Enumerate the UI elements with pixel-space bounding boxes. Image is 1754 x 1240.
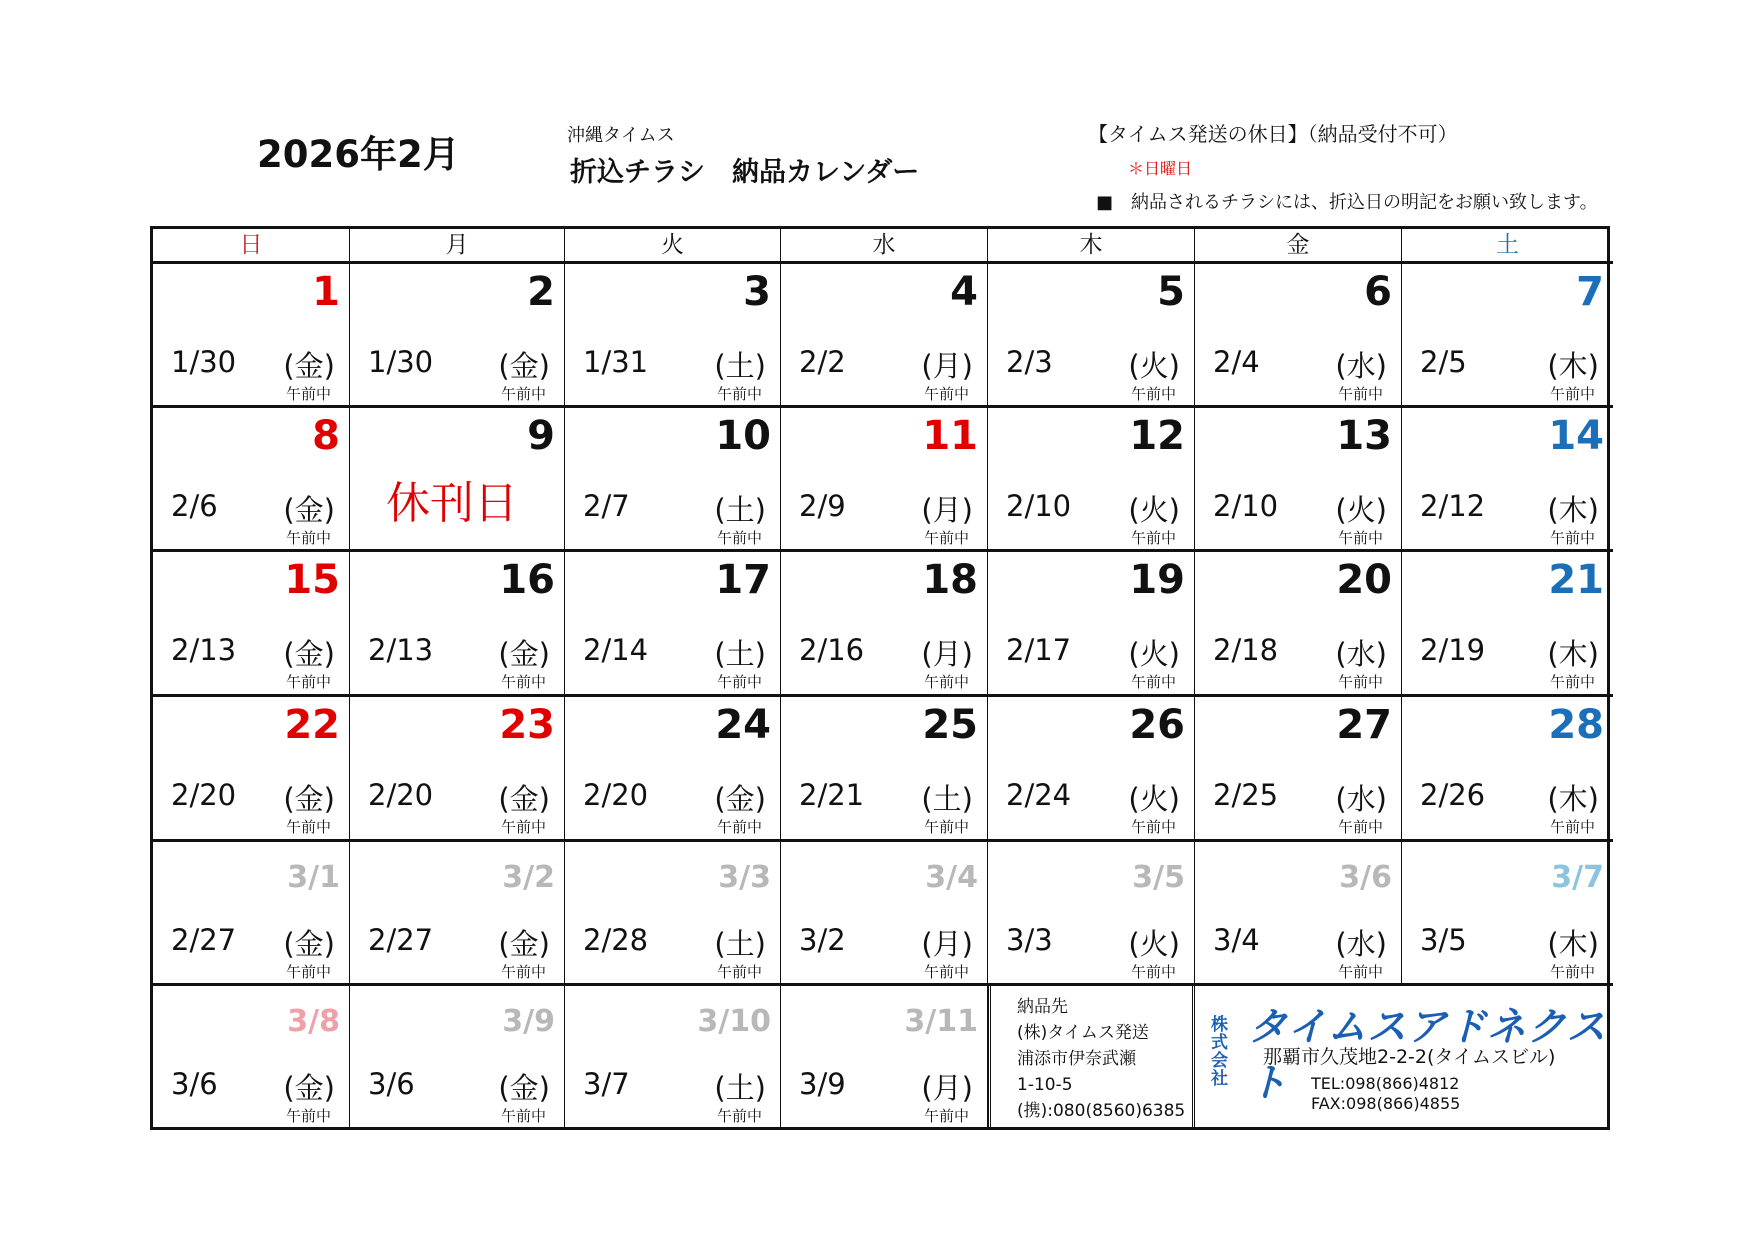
- delivery-weekday: (木): [1547, 927, 1599, 961]
- delivery-date: 2/3: [1006, 345, 1053, 379]
- day-number: 3/6: [1339, 860, 1392, 895]
- calendar-day-cell: [1195, 552, 1402, 697]
- delivery-weekday: (木): [1547, 782, 1599, 816]
- delivery-weekday: (月): [921, 493, 973, 527]
- delivery-date: 2/13: [171, 633, 237, 667]
- delivery-name: (株)タイムス発送: [1017, 1023, 1149, 1043]
- delivery-weekday: (金): [498, 349, 550, 383]
- delivery-mobile: (携):080(8560)6385: [1017, 1101, 1186, 1121]
- delivery-time-label: 午前中: [716, 385, 762, 403]
- month-title: 2026年2月: [257, 133, 460, 176]
- delivery-address2: 1-10-5: [1017, 1075, 1073, 1095]
- delivery-weekday: (月): [921, 349, 973, 383]
- delivery-time-label: 午前中: [285, 673, 331, 691]
- delivery-date: 2/6: [171, 489, 218, 523]
- delivery-time-label: 午前中: [923, 818, 969, 836]
- delivery-weekday: (月): [921, 927, 973, 961]
- day-number: 3/11: [904, 1004, 978, 1039]
- calendar-day-cell: [988, 697, 1195, 842]
- delivery-weekday: (月): [921, 1071, 973, 1105]
- day-number: 3/8: [287, 1004, 340, 1039]
- delivery-date: 2/4: [1213, 345, 1260, 379]
- delivery-weekday: (金): [283, 1071, 335, 1105]
- delivery-weekday: (土): [714, 493, 766, 527]
- newspaper-name: 沖縄タイムス: [567, 125, 675, 146]
- delivery-time-label: 午前中: [1337, 673, 1383, 691]
- day-number: 3/4: [925, 860, 978, 895]
- delivery-time-label: 午前中: [1337, 529, 1383, 547]
- day-number: 17: [715, 557, 771, 603]
- delivery-time-label: 午前中: [500, 385, 546, 403]
- calendar-day-cell: [1402, 264, 1613, 408]
- delivery-time-label: 午前中: [1549, 385, 1595, 403]
- closed-sunday-note: ＊日曜日: [1128, 159, 1193, 178]
- delivery-weekday: (金): [283, 349, 335, 383]
- day-number: 22: [284, 702, 340, 748]
- delivery-time-label: 午前中: [1130, 673, 1176, 691]
- day-number: 9: [527, 413, 555, 459]
- calendar-day-cell: [153, 552, 350, 697]
- calendar-day-cell: [781, 264, 988, 408]
- day-number: 28: [1548, 702, 1604, 748]
- delivery-date: 2/5: [1420, 345, 1467, 379]
- delivery-weekday: (木): [1547, 493, 1599, 527]
- fax-number: FAX:098(866)4855: [1311, 1094, 1461, 1113]
- delivery-time-label: 午前中: [716, 529, 762, 547]
- calendar-day-cell: [350, 264, 565, 408]
- day-number: 3: [743, 269, 771, 315]
- delivery-weekday: (火): [1128, 349, 1180, 383]
- day-number: 14: [1548, 413, 1604, 459]
- calendar-day-cell: [565, 408, 781, 552]
- day-number: 3/5: [1132, 860, 1185, 895]
- no-issue-day-label: 休刊日: [386, 478, 518, 529]
- closed-days-heading: 【タイムス発送の休日】（納品受付不可）: [1088, 122, 1458, 146]
- delivery-time-label: 午前中: [285, 385, 331, 403]
- delivery-date: 2/25: [1213, 778, 1279, 812]
- day-number: 4: [950, 269, 978, 315]
- day-number: 23: [499, 702, 555, 748]
- calendar-day-cell: [1195, 408, 1402, 552]
- logo-prefix-1: 株式: [1211, 1015, 1228, 1053]
- delivery-weekday: (土): [714, 1071, 766, 1105]
- delivery-weekday: (土): [714, 927, 766, 961]
- weekday-header: 月: [350, 229, 565, 264]
- calendar-day-cell: [781, 697, 988, 842]
- calendar-day-cell: [988, 842, 1195, 986]
- delivery-date: 2/7: [583, 489, 630, 523]
- day-number: 13: [1336, 413, 1392, 459]
- delivery-time-label: 午前中: [716, 1107, 762, 1125]
- day-number: 18: [922, 557, 978, 603]
- day-number: 10: [715, 413, 771, 459]
- delivery-weekday: (金): [283, 493, 335, 527]
- company-info: [1195, 986, 1613, 1130]
- delivery-weekday: (水): [1335, 637, 1387, 671]
- calendar-day-cell: [350, 552, 565, 697]
- delivery-weekday: (火): [1335, 493, 1387, 527]
- delivery-weekday: (木): [1547, 637, 1599, 671]
- delivery-date: 2/20: [171, 778, 237, 812]
- delivery-date: 2/10: [1213, 489, 1279, 523]
- calendar-day-cell: [153, 697, 350, 842]
- calendar-day-cell: [1402, 697, 1613, 842]
- day-number: 20: [1336, 557, 1392, 603]
- weekday-header: 水: [781, 229, 988, 264]
- delivery-date: 2/18: [1213, 633, 1279, 667]
- weekday-header: 日: [153, 229, 350, 264]
- calendar-day-cell: [781, 552, 988, 697]
- day-number: 3/3: [718, 860, 771, 895]
- delivery-weekday: (金): [283, 927, 335, 961]
- day-number: 3/9: [502, 1004, 555, 1039]
- delivery-date: 2/9: [799, 489, 846, 523]
- delivery-date: 2/24: [1006, 778, 1072, 812]
- weekday-header: 土: [1402, 229, 1613, 264]
- delivery-time-label: 午前中: [1130, 963, 1176, 981]
- delivery-time-label: 午前中: [500, 818, 546, 836]
- delivery-weekday: (金): [283, 637, 335, 671]
- delivery-time-label: 午前中: [285, 1107, 331, 1125]
- day-number: 21: [1548, 557, 1604, 603]
- delivery-weekday: (火): [1128, 493, 1180, 527]
- calendar-day-cell: [565, 697, 781, 842]
- delivery-weekday: (金): [283, 782, 335, 816]
- tel-number: TEL:098(866)4812: [1311, 1074, 1460, 1093]
- delivery-time-label: 午前中: [923, 529, 969, 547]
- delivery-weekday: (金): [714, 782, 766, 816]
- delivery-date: 3/2: [799, 923, 846, 957]
- delivery-time-label: 午前中: [1130, 818, 1176, 836]
- delivery-weekday: (金): [498, 1071, 550, 1105]
- delivery-date: 2/27: [368, 923, 434, 957]
- calendar-day-cell: [781, 842, 988, 986]
- delivery-weekday: (火): [1128, 782, 1180, 816]
- day-number: 3/2: [502, 860, 555, 895]
- delivery-time-label: 午前中: [923, 385, 969, 403]
- delivery-date: 3/6: [368, 1067, 415, 1101]
- delivery-date: 1/30: [368, 345, 434, 379]
- calendar-day-cell: [153, 842, 350, 986]
- delivery-date: 2/14: [583, 633, 649, 667]
- calendar-day-cell: [1402, 408, 1613, 552]
- delivery-notice: ■ 納品されるチラシには、折込日の明記をお願い致します。: [1096, 192, 1598, 213]
- calendar-title: 折込チラシ 納品カレンダー: [570, 157, 920, 188]
- company-phone: [1311, 1074, 1460, 1114]
- delivery-address1: 浦添市伊奈武瀬: [1017, 1049, 1136, 1069]
- weekday-header: 火: [565, 229, 781, 264]
- day-number: 3/7: [1551, 860, 1604, 895]
- delivery-time-label: 午前中: [1337, 385, 1383, 403]
- delivery-date: 3/5: [1420, 923, 1467, 957]
- delivery-weekday: (金): [498, 782, 550, 816]
- calendar-day-cell: [565, 264, 781, 408]
- delivery-date: 2/2: [799, 345, 846, 379]
- day-number: 11: [922, 413, 978, 459]
- calendar-day-cell: [153, 408, 350, 552]
- calendar-day-cell: [1195, 697, 1402, 842]
- delivery-time-label: 午前中: [1130, 529, 1176, 547]
- delivery-time-label: 午前中: [285, 529, 331, 547]
- delivery-time-label: 午前中: [1337, 963, 1383, 981]
- day-number: 19: [1129, 557, 1185, 603]
- day-number: 27: [1336, 702, 1392, 748]
- delivery-destination: [988, 986, 1195, 1130]
- weekday-header: 金: [1195, 229, 1402, 264]
- day-number: 12: [1129, 413, 1185, 459]
- delivery-weekday: (金): [498, 927, 550, 961]
- delivery-date: 3/6: [171, 1067, 218, 1101]
- logo-prefix-2: 会社: [1211, 1051, 1228, 1089]
- company-address: 那覇市久茂地2-2-2(タイムスビル): [1263, 1046, 1556, 1068]
- delivery-date: 2/19: [1420, 633, 1486, 667]
- delivery-weekday: (水): [1335, 927, 1387, 961]
- delivery-time-label: 午前中: [1549, 529, 1595, 547]
- delivery-weekday: (土): [714, 637, 766, 671]
- delivery-time-label: 午前中: [1549, 673, 1595, 691]
- day-number: 25: [922, 702, 978, 748]
- delivery-date: 3/3: [1006, 923, 1053, 957]
- delivery-date: 2/12: [1420, 489, 1486, 523]
- calendar-day-cell: [565, 552, 781, 697]
- delivery-date: 2/17: [1006, 633, 1072, 667]
- delivery-date: 2/20: [368, 778, 434, 812]
- calendar-day-cell: [1402, 842, 1613, 986]
- delivery-time-label: 午前中: [923, 963, 969, 981]
- calendar-day-cell: [350, 408, 565, 552]
- logo-prefix: [1211, 1016, 1242, 1088]
- delivery-date: 2/13: [368, 633, 434, 667]
- delivery-time-label: 午前中: [1549, 963, 1595, 981]
- calendar-day-cell: [153, 264, 350, 408]
- delivery-weekday: (土): [921, 782, 973, 816]
- delivery-time-label: 午前中: [1549, 818, 1595, 836]
- delivery-date: 2/16: [799, 633, 865, 667]
- delivery-date: 2/20: [583, 778, 649, 812]
- day-number: 15: [284, 557, 340, 603]
- delivery-time-label: 午前中: [716, 963, 762, 981]
- delivery-label: 納品先: [1017, 997, 1068, 1017]
- delivery-weekday: (土): [714, 349, 766, 383]
- day-number: 24: [715, 702, 771, 748]
- delivery-date: 1/30: [171, 345, 237, 379]
- delivery-weekday: (水): [1335, 782, 1387, 816]
- delivery-date: 3/7: [583, 1067, 630, 1101]
- delivery-date: 2/26: [1420, 778, 1486, 812]
- calendar-day-cell: [565, 842, 781, 986]
- calendar-day-cell: [565, 986, 781, 1130]
- delivery-weekday: (火): [1128, 637, 1180, 671]
- delivery-time-label: 午前中: [1130, 385, 1176, 403]
- delivery-time-label: 午前中: [923, 1107, 969, 1125]
- weekday-header: 木: [988, 229, 1195, 264]
- delivery-date: 2/10: [1006, 489, 1072, 523]
- calendar-day-cell: [988, 264, 1195, 408]
- delivery-time-label: 午前中: [716, 673, 762, 691]
- calendar-day-cell: [350, 697, 565, 842]
- calendar-day-cell: [781, 986, 988, 1130]
- calendar-day-cell: [1402, 552, 1613, 697]
- logo-name: タイムスアドネクスト: [1248, 1005, 1607, 1106]
- delivery-weekday: (木): [1547, 349, 1599, 383]
- day-number: 2: [527, 269, 555, 315]
- delivery-date: 1/31: [583, 345, 649, 379]
- calendar-grid: [150, 226, 1610, 1130]
- day-number: 16: [499, 557, 555, 603]
- day-number: 5: [1157, 269, 1185, 315]
- delivery-time-label: 午前中: [285, 963, 331, 981]
- delivery-time-label: 午前中: [923, 673, 969, 691]
- calendar-day-cell: [350, 842, 565, 986]
- delivery-date: 2/21: [799, 778, 865, 812]
- delivery-time-label: 午前中: [1337, 818, 1383, 836]
- delivery-date: 3/4: [1213, 923, 1260, 957]
- calendar-day-cell: [988, 552, 1195, 697]
- delivery-date: 2/28: [583, 923, 649, 957]
- delivery-time-label: 午前中: [500, 673, 546, 691]
- delivery-weekday: (水): [1335, 349, 1387, 383]
- day-number: 3/1: [287, 860, 340, 895]
- day-number: 26: [1129, 702, 1185, 748]
- day-number: 8: [312, 413, 340, 459]
- calendar-day-cell: [350, 986, 565, 1130]
- delivery-time-label: 午前中: [716, 818, 762, 836]
- delivery-time-label: 午前中: [500, 1107, 546, 1125]
- calendar-day-cell: [781, 408, 988, 552]
- calendar-day-cell: [1195, 264, 1402, 408]
- day-number: 1: [312, 269, 340, 315]
- delivery-time-label: 午前中: [285, 818, 331, 836]
- calendar-day-cell: [153, 986, 350, 1130]
- delivery-weekday: (火): [1128, 927, 1180, 961]
- delivery-weekday: (月): [921, 637, 973, 671]
- day-number: 3/10: [697, 1004, 771, 1039]
- delivery-time-label: 午前中: [500, 963, 546, 981]
- day-number: 6: [1364, 269, 1392, 315]
- calendar-day-cell: [988, 408, 1195, 552]
- day-number: 7: [1576, 269, 1604, 315]
- delivery-weekday: (金): [498, 637, 550, 671]
- delivery-date: 2/27: [171, 923, 237, 957]
- delivery-date: 3/9: [799, 1067, 846, 1101]
- calendar-day-cell: [1195, 842, 1402, 986]
